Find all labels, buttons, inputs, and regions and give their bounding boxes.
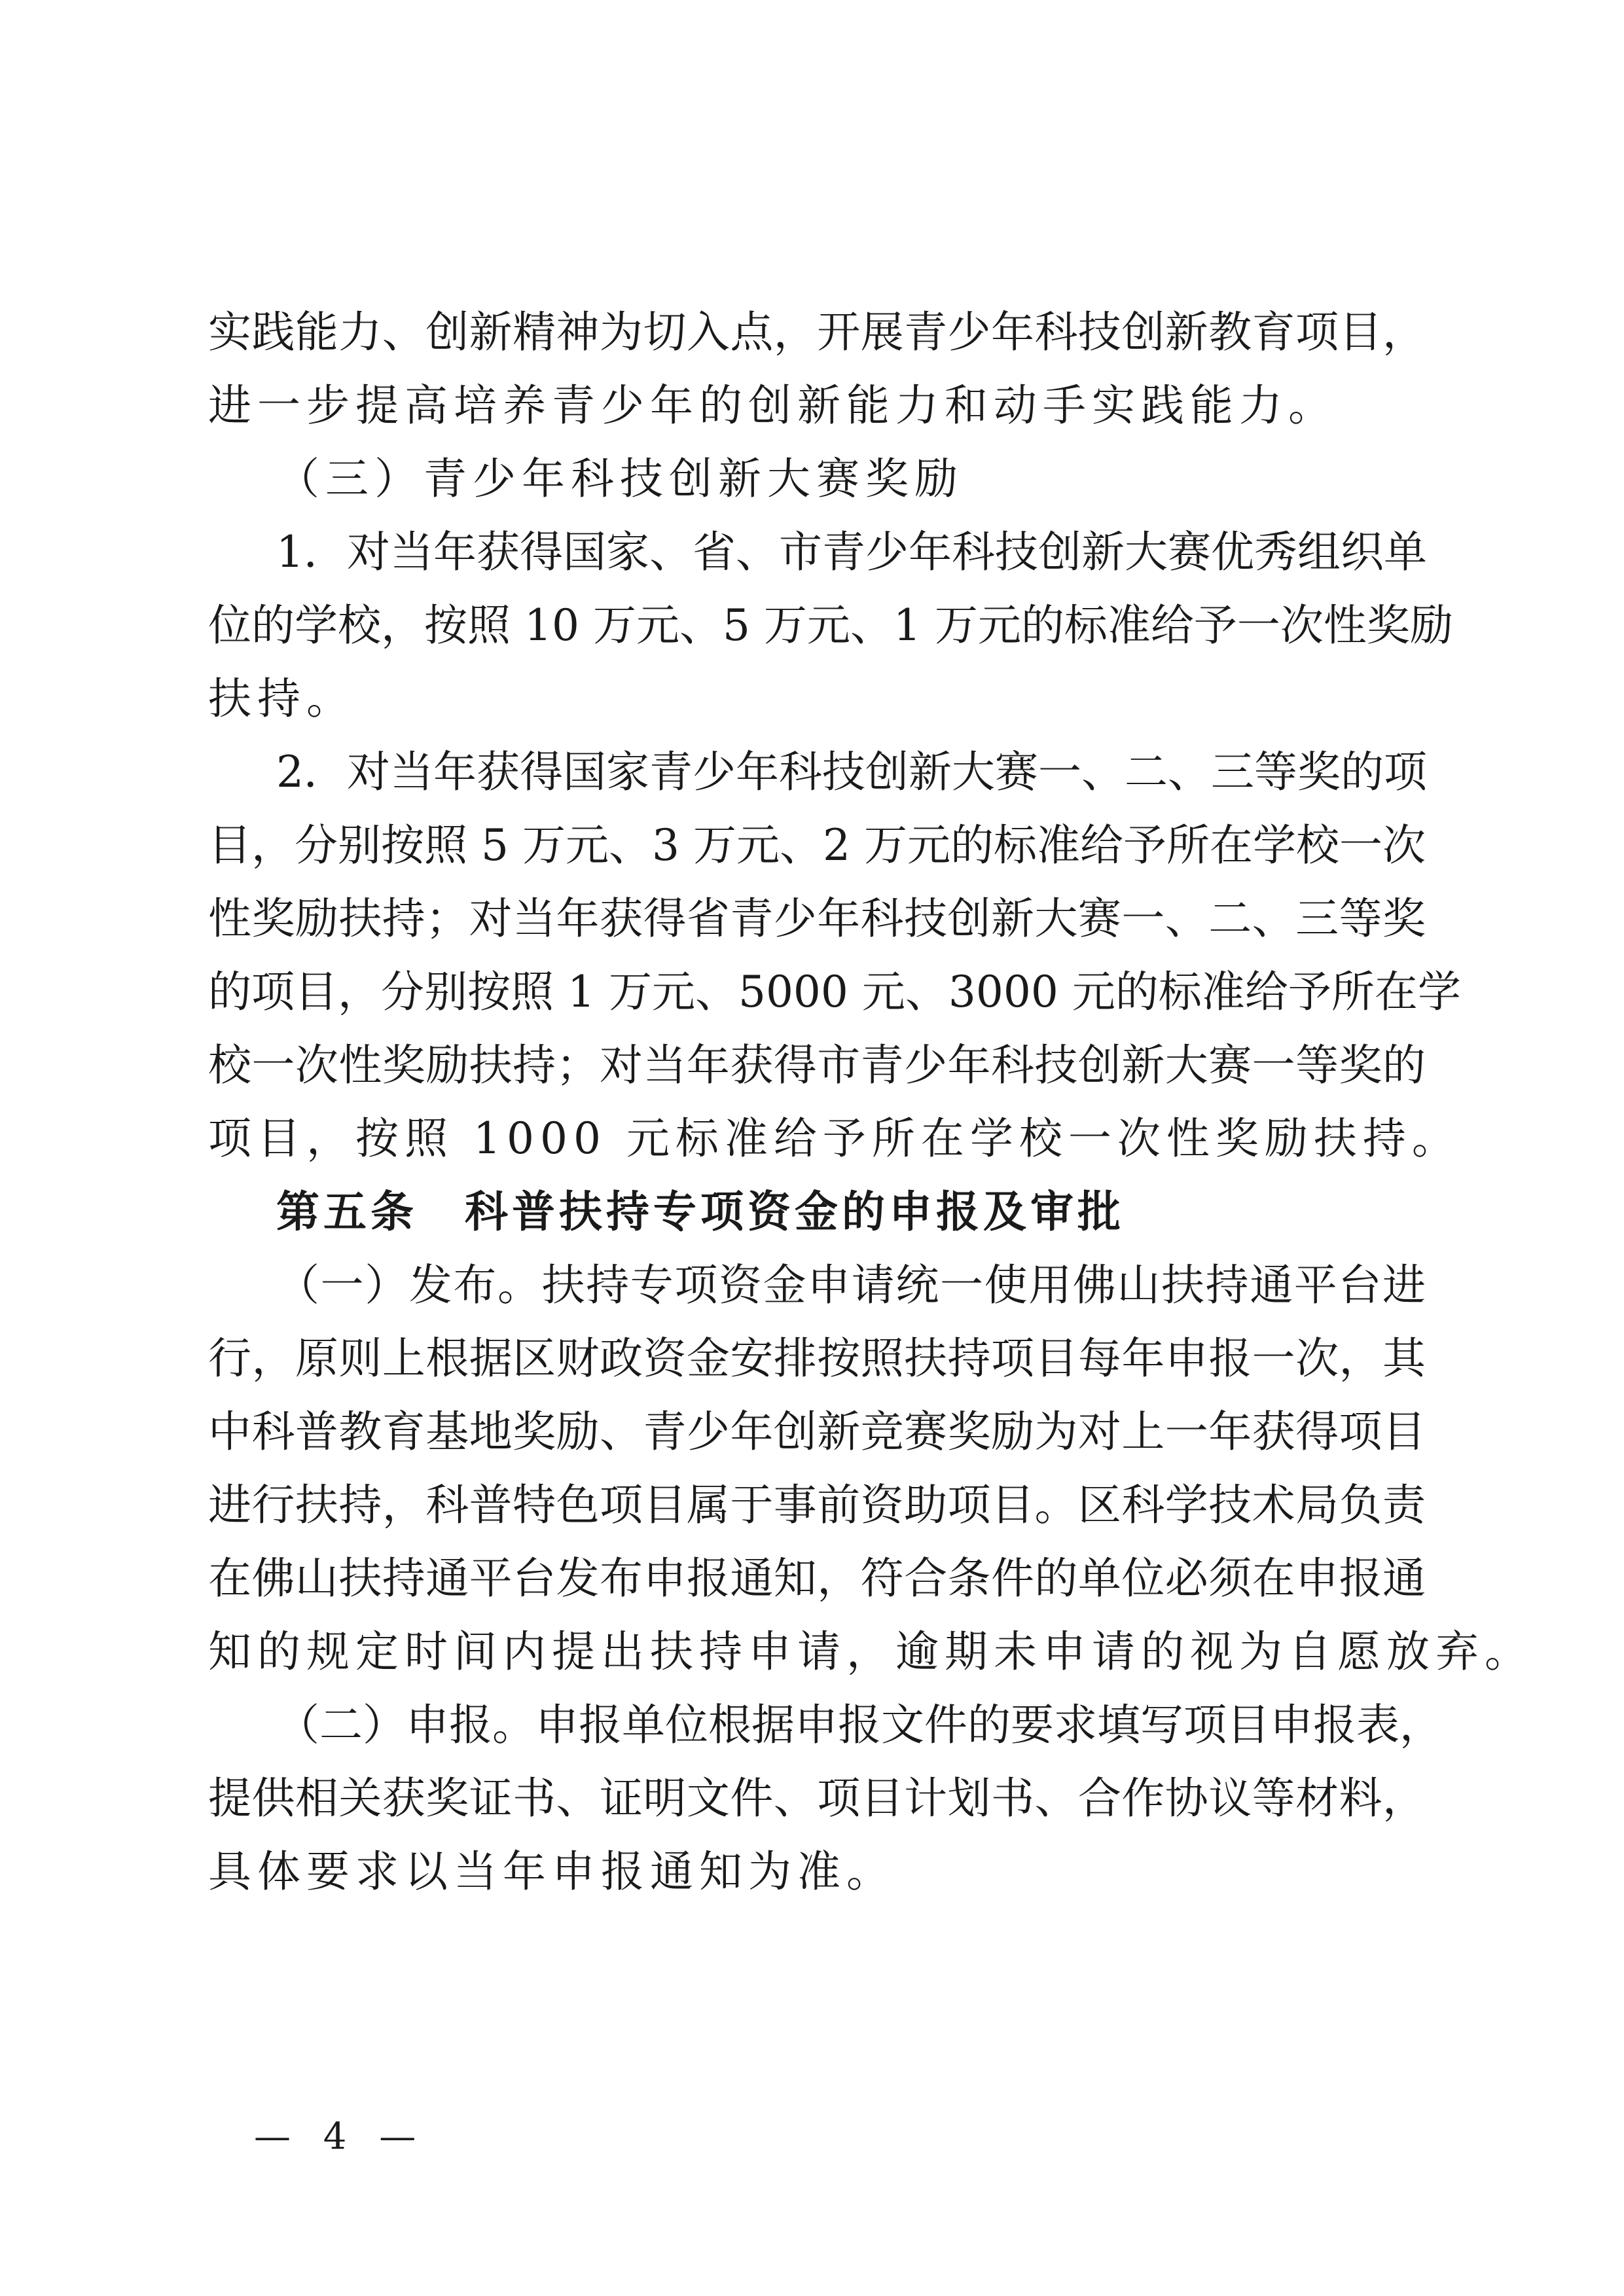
paragraph-line: （二）申报。申报单位根据申报文件的要求填写项目申报表， — [276, 1700, 1443, 1750]
paragraph-line: 进一步提高培养青少年的创新能力和动手实践能力。 — [208, 380, 1337, 431]
paragraph-line: （一）发布。扶持专项资金申请统一使用佛山扶持通平台进 — [276, 1260, 1426, 1310]
page-number: — 4 — — [254, 2115, 427, 2158]
paragraph-line: 中科普教育基地奖励、青少年创新竞赛奖励为对上一年获得项目 — [208, 1407, 1426, 1457]
paragraph-line: 知的规定时间内提出扶持申请，逾期未申请的视为自愿放弃。 — [208, 1626, 1534, 1677]
paragraph-line: 性奖励扶持；对当年获得省青少年科技创新大赛一、二、三等奖 — [208, 893, 1426, 944]
paragraph-line: 实践能力、创新精神为切入点，开展青少年科技创新教育项目， — [208, 307, 1426, 357]
paragraph-line: 扶持。 — [208, 673, 355, 724]
paragraph-line: 校一次性奖励扶持；对当年获得市青少年科技创新大赛一等奖的 — [208, 1040, 1426, 1090]
paragraph-line: 具体要求以当年申报通知为准。 — [208, 1846, 895, 1897]
paragraph-line: 进行扶持，科普特色项目属于事前资助项目。区科学技术局负责 — [208, 1480, 1426, 1530]
paragraph-line: 在佛山扶持通平台发布申报通知，符合条件的单位必须在申报通 — [208, 1553, 1426, 1604]
paragraph-line: 项目，按照 1000 元标准给予所在学校一次性奖励扶持。 — [208, 1113, 1461, 1164]
paragraph-line: 提供相关获奖证书、证明文件、项目计划书、合作协议等材料， — [208, 1773, 1426, 1823]
section-heading: （三）青少年科技创新大赛奖励 — [276, 454, 964, 504]
paragraph-line: 的项目，分别按照 1 万元、5000 元、3000 元的标准给予所在学 — [208, 967, 1461, 1017]
article-heading: 第五条 科普扶持专项资金的申报及审批 — [276, 1187, 1125, 1237]
paragraph-line: 目，分别按照 5 万元、3 万元、2 万元的标准给予所在学校一次 — [208, 820, 1426, 870]
paragraph-line: 1．对当年获得国家、省、市青少年科技创新大赛优秀组织单 — [276, 527, 1427, 577]
paragraph-line: 行，原则上根据区财政资金安排按照扶持项目每年申报一次，其 — [208, 1333, 1426, 1384]
paragraph-line: 2．对当年获得国家青少年科技创新大赛一、二、三等奖的项 — [276, 747, 1427, 797]
paragraph-line: 位的学校，按照 10 万元、5 万元、1 万元的标准给予一次性奖励 — [208, 600, 1453, 651]
